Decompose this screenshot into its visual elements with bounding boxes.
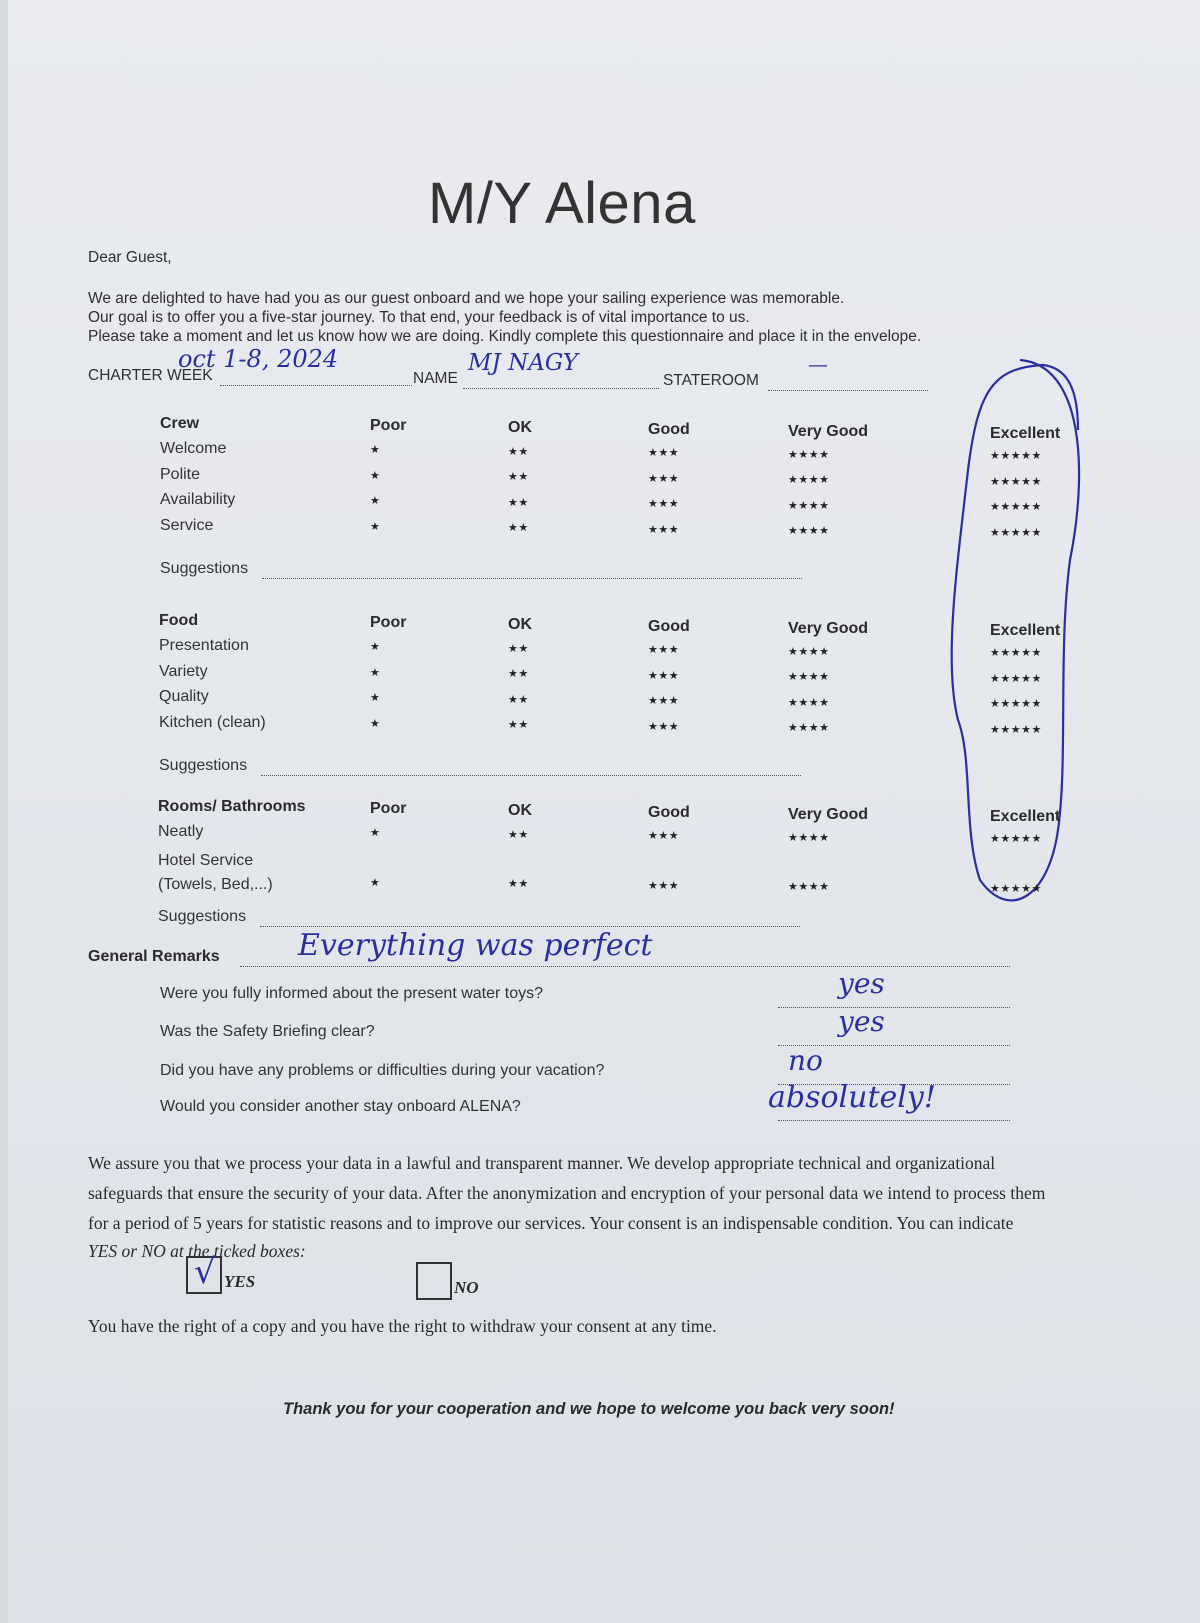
section-heading: Crew	[160, 415, 200, 432]
section-heading: Rooms/ Bathrooms	[158, 798, 306, 815]
rating-option-ok[interactable]: ★★	[508, 668, 529, 680]
rating-option-poor[interactable]: ★	[370, 876, 381, 889]
suggestions-label: Suggestions	[159, 757, 248, 774]
rating-column-header: Poor	[370, 800, 407, 817]
name-label: NAME	[413, 370, 458, 387]
privacy-line-1: We assure you that we process your data in a lawful and transparent manner. We develop appropriate technical and organizational	[88, 1153, 996, 1173]
consent-yes-checkbox[interactable]	[186, 1252, 222, 1294]
thank-you-message: Thank you for your cooperation and we hope to welcome you back very soon!	[283, 1400, 895, 1418]
rating-option-good[interactable]: ★★★	[648, 644, 680, 656]
rating-column-header: Excellent	[990, 808, 1061, 825]
rating-option-very-good[interactable]: ★★★★	[788, 722, 830, 734]
rating-option-excellent[interactable]: ★★★★★	[990, 501, 1042, 513]
rating-option-excellent[interactable]: ★★★★★	[990, 672, 1042, 685]
rating-option-very-good[interactable]: ★★★★	[788, 696, 830, 709]
rating-option-excellent[interactable]: ★★★★★	[990, 526, 1042, 539]
name-value[interactable]: MJ NAGY	[468, 350, 578, 376]
rating-column-header: OK	[508, 419, 532, 436]
rating-option-very-good[interactable]: ★★★★	[788, 671, 830, 683]
rating-option-very-good[interactable]: ★★★★	[788, 831, 830, 844]
intro-line-3: Please take a moment and let us know how we are doing. Kindly complete this questionnaire and place it in the envelope.	[88, 328, 922, 345]
suggestions-label: Suggestions	[160, 560, 249, 577]
rating-option-very-good[interactable]: ★★★★	[788, 499, 830, 512]
rating-column-header: OK	[508, 616, 532, 633]
rating-option-ok[interactable]: ★★	[508, 445, 529, 458]
rating-option-excellent[interactable]: ★★★★★	[990, 723, 1042, 736]
stateroom-value[interactable]: —	[808, 352, 828, 376]
question-answer[interactable]: absolutely!	[768, 1080, 936, 1115]
general-remarks-value[interactable]: Everything was perfect	[298, 928, 653, 963]
rating-option-excellent[interactable]: ★★★★★	[990, 647, 1042, 659]
rating-row-label: Kitchen (clean)	[159, 713, 266, 731]
rating-option-ok[interactable]: ★★	[508, 828, 529, 841]
rights-text: You have the right of a copy and you have the right to withdraw your consent at any time.	[88, 1316, 717, 1336]
question-text: Were you fully informed about the present water toys?	[160, 985, 544, 1002]
rating-option-good[interactable]: ★★★	[648, 695, 680, 707]
question-text: Did you have any problems or difficulties during your vacation?	[160, 1062, 605, 1079]
rating-column-header: Very Good	[788, 620, 869, 637]
rating-row-label: Presentation	[159, 637, 249, 654]
rating-option-good[interactable]: ★★★	[648, 447, 680, 459]
rating-column-header: Very Good	[788, 806, 869, 823]
rating-option-very-good[interactable]: ★★★★	[788, 645, 830, 658]
rating-row-label: Service	[160, 516, 214, 534]
rating-column-header: Poor	[370, 417, 407, 434]
greeting: Dear Guest,	[88, 249, 172, 266]
suggestions-input[interactable]	[260, 926, 800, 927]
rating-option-good[interactable]: ★★★	[648, 830, 680, 842]
rating-option-poor[interactable]: ★	[370, 469, 381, 482]
charter-week-label: CHARTER WEEK	[88, 367, 213, 384]
consent-yes-label: YES	[224, 1272, 256, 1291]
rating-option-ok[interactable]: ★★	[508, 719, 529, 731]
rating-option-good[interactable]: ★★★	[648, 523, 680, 536]
privacy-line-2: safeguards that ensure the security of your data. After the anonymization and encryption of your personal data we intend to process them	[88, 1183, 1046, 1203]
rating-option-very-good[interactable]: ★★★★	[788, 474, 830, 486]
general-remarks-label: General Remarks	[88, 948, 220, 965]
check-mark-icon: √	[194, 1252, 216, 1292]
rating-column-header: Poor	[370, 614, 407, 631]
rating-option-good[interactable]: ★★★	[648, 498, 680, 510]
rating-row-label: Polite	[160, 465, 201, 483]
rating-option-poor[interactable]: ★	[370, 495, 381, 507]
rating-column-header: Good	[648, 618, 690, 635]
rating-option-ok[interactable]: ★★	[508, 471, 529, 483]
rating-option-excellent[interactable]: ★★★★★	[990, 475, 1042, 488]
rating-option-poor[interactable]: ★	[370, 520, 381, 533]
rating-option-excellent[interactable]: ★★★★★	[990, 882, 1042, 895]
intro-line-1: We are delighted to have had you as our guest onboard and we hope your sailing experience was memorable.	[88, 290, 845, 307]
rating-option-very-good[interactable]: ★★★★	[788, 448, 830, 461]
rating-option-ok[interactable]: ★★	[508, 693, 529, 706]
rating-option-good[interactable]: ★★★	[648, 720, 680, 733]
consent-no-label: NO	[454, 1278, 479, 1297]
rating-column-header: OK	[508, 802, 532, 819]
form-title: M/Y Alena	[428, 171, 696, 236]
question-text: Was the Safety Briefing clear?	[160, 1023, 375, 1040]
rating-column-header: Very Good	[788, 423, 869, 440]
stateroom-label: STATEROOM	[663, 372, 759, 389]
rating-option-ok[interactable]: ★★	[508, 642, 529, 655]
suggestions-input[interactable]	[261, 775, 801, 776]
rating-option-poor[interactable]: ★	[370, 444, 381, 456]
rating-option-excellent[interactable]: ★★★★★	[990, 450, 1042, 462]
rating-option-poor[interactable]: ★	[370, 666, 381, 679]
rating-row-label: Welcome	[160, 440, 227, 457]
suggestions-input[interactable]	[262, 578, 802, 579]
intro-line-2: Our goal is to offer you a five-star journey. To that end, your feedback is of vital importance to us.	[88, 309, 750, 326]
privacy-line-4: YES or NO at the ticked boxes:	[88, 1241, 306, 1261]
section-heading: Food	[159, 612, 199, 629]
privacy-line-3: for a period of 5 years for statistic reasons and to improve our services. Your consent is an indispensable condition. You can indicate	[88, 1213, 1014, 1233]
question-answer[interactable]: no	[788, 1044, 823, 1077]
rating-row-label: Variety	[159, 662, 208, 680]
rating-column-header: Excellent	[990, 622, 1061, 639]
rating-column-header: Excellent	[990, 425, 1061, 442]
rating-column-header: Good	[648, 421, 690, 438]
rating-option-very-good[interactable]: ★★★★	[788, 881, 830, 893]
question-answer[interactable]: yes	[838, 1005, 885, 1038]
rating-option-good[interactable]: ★★★	[648, 879, 680, 892]
rating-row-label: Availability	[160, 491, 236, 508]
rating-option-ok[interactable]: ★★	[508, 878, 529, 890]
rating-option-good[interactable]: ★★★	[648, 669, 680, 682]
rating-option-poor[interactable]: ★	[370, 692, 381, 704]
rating-option-poor[interactable]: ★	[370, 717, 381, 730]
rating-option-ok[interactable]: ★★	[508, 522, 529, 534]
rating-column-header: Good	[648, 804, 690, 821]
consent-no-checkbox[interactable]	[416, 1262, 452, 1300]
rating-option-ok[interactable]: ★★	[508, 496, 529, 509]
rating-option-poor[interactable]: ★	[370, 641, 381, 653]
rating-option-excellent[interactable]: ★★★★★	[990, 833, 1042, 845]
charter-week-value[interactable]: oct 1-8, 2024	[178, 345, 339, 373]
question-text: Would you consider another stay onboard ALENA?	[160, 1098, 521, 1115]
feedback-form-page	[8, 0, 1200, 1623]
rating-option-poor[interactable]: ★	[370, 827, 381, 839]
rating-option-excellent[interactable]: ★★★★★	[990, 698, 1042, 710]
rating-row-label: Quality	[159, 688, 209, 705]
rating-row-label: Hotel Service (Towels, Bed,...)	[158, 851, 273, 893]
rating-row-label: Neatly	[158, 823, 204, 840]
suggestions-label: Suggestions	[158, 908, 247, 925]
rating-option-good[interactable]: ★★★	[648, 472, 680, 485]
question-answer[interactable]: yes	[838, 967, 885, 1000]
rating-option-very-good[interactable]: ★★★★	[788, 525, 830, 537]
